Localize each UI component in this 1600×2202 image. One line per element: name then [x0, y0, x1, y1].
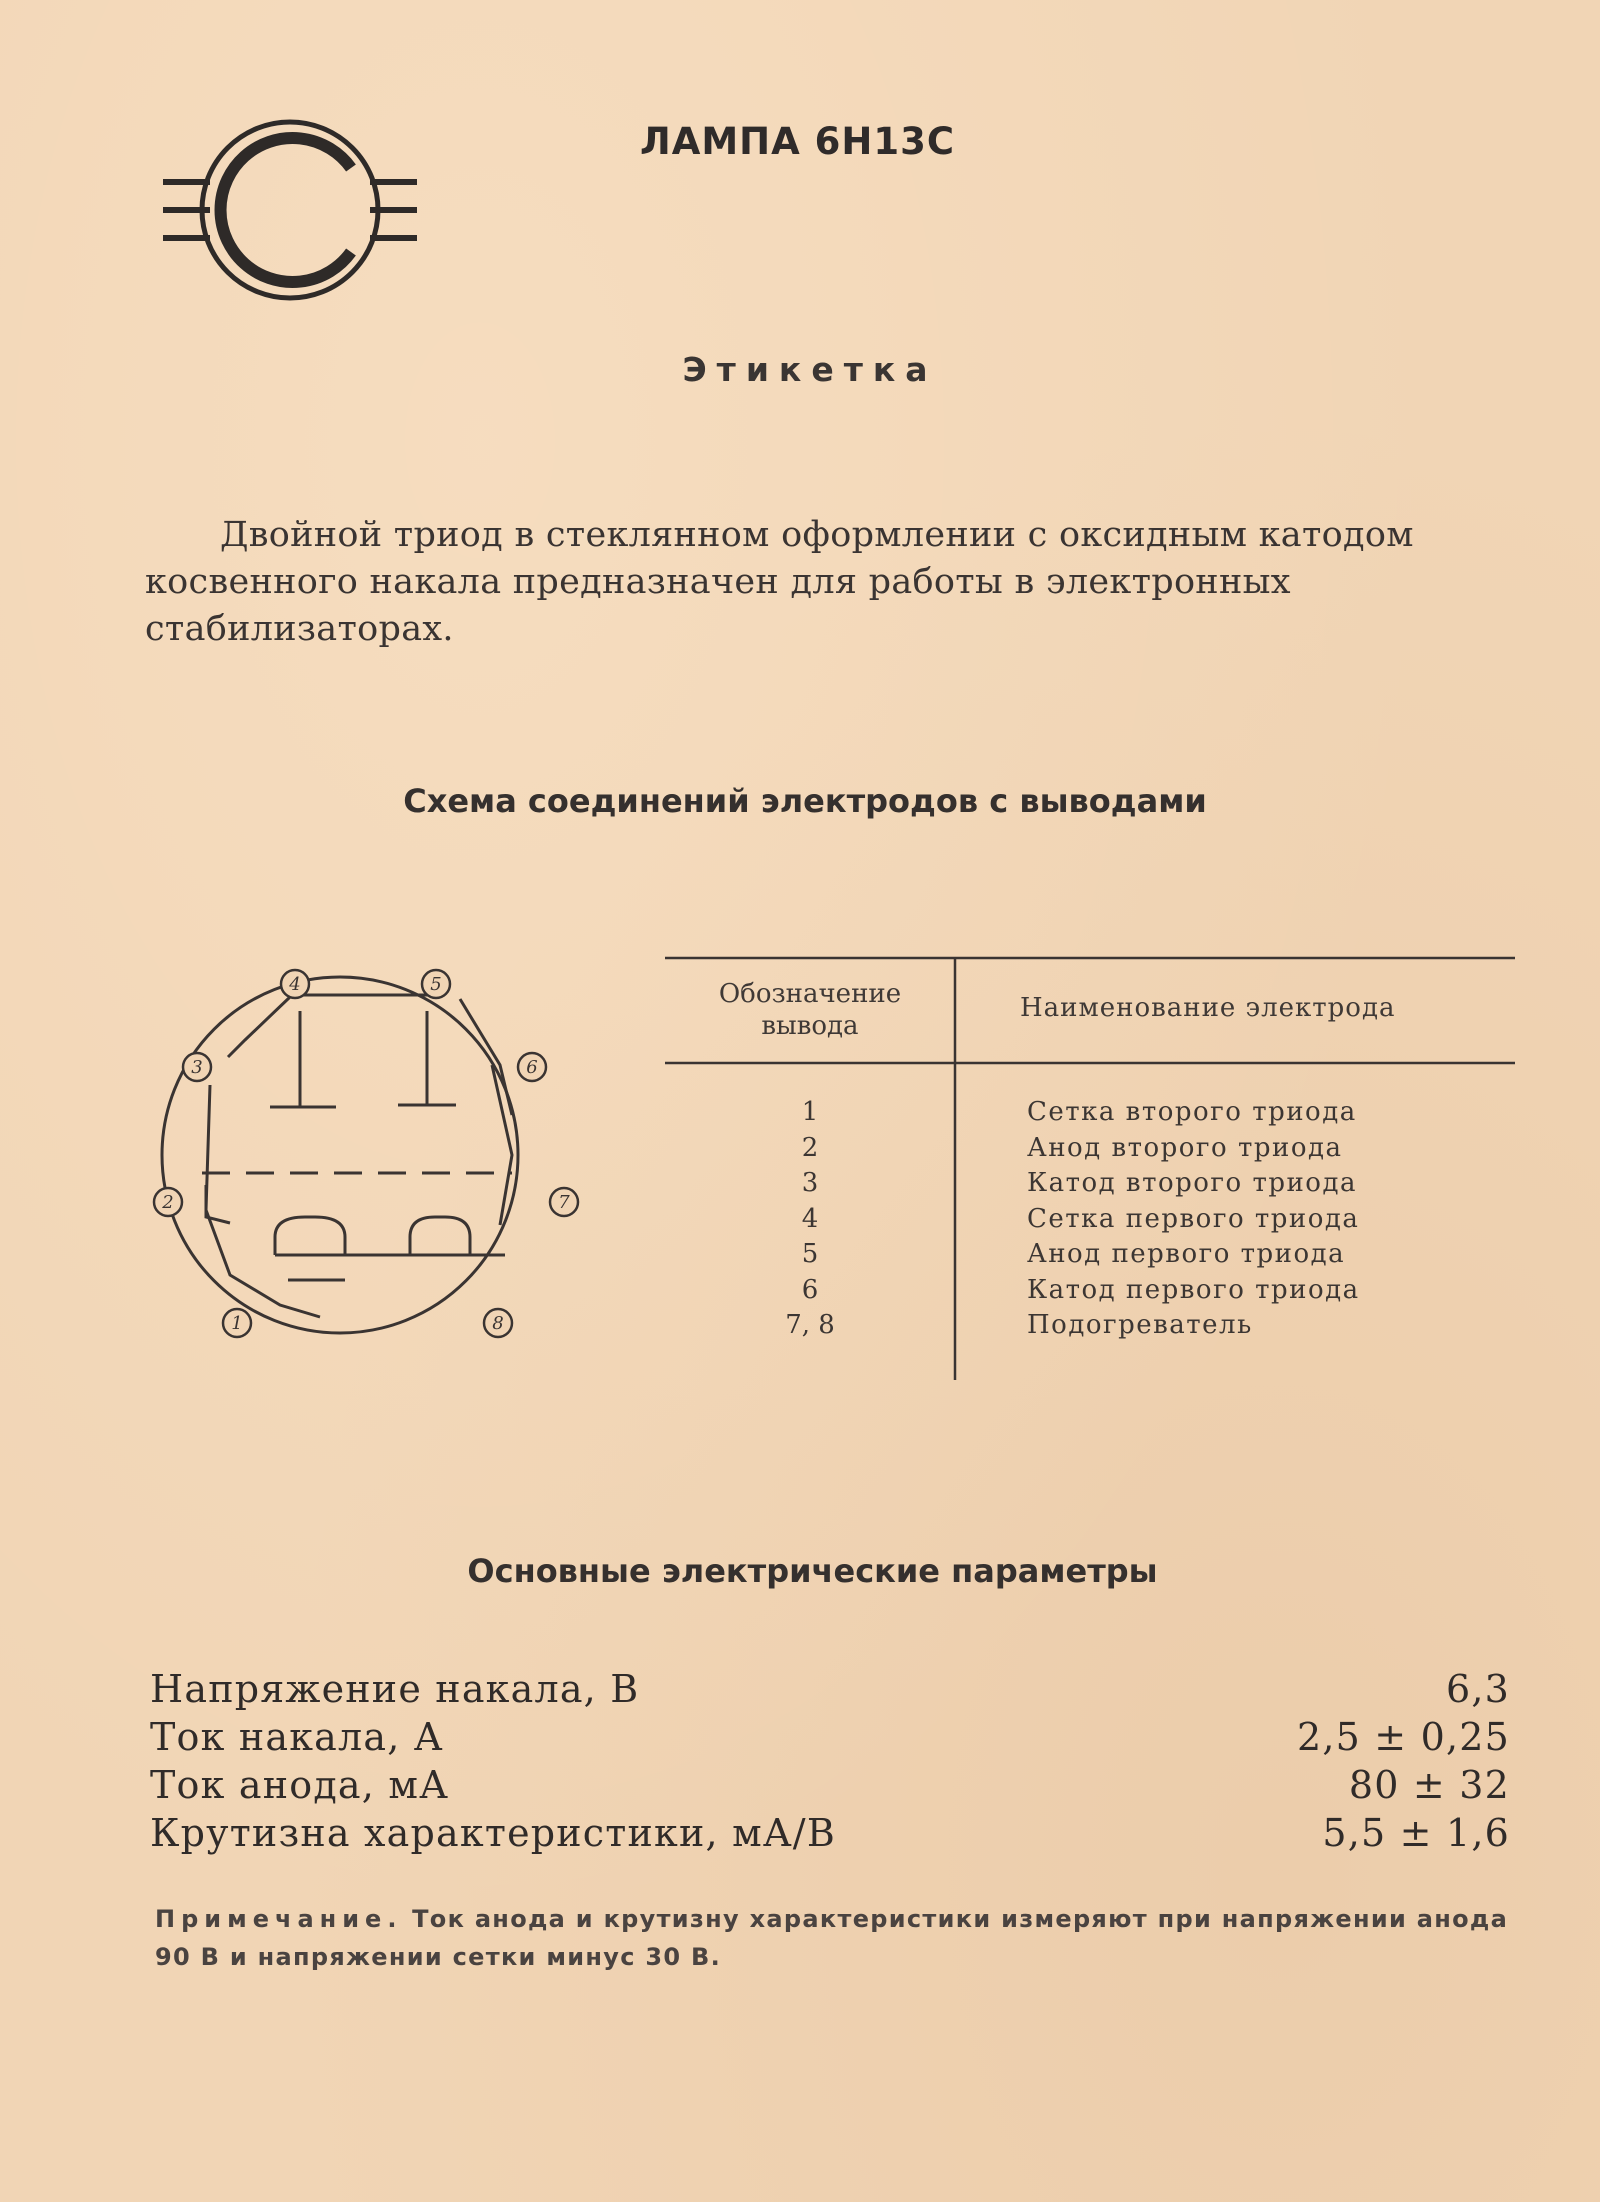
footnote	[155, 1900, 1510, 1976]
footnote-lead: Примечание.	[155, 1905, 403, 1933]
table-cell-pin: 6	[801, 1274, 819, 1305]
table-cell-pin: 7, 8	[785, 1310, 835, 1340]
param-row	[150, 1713, 1510, 1761]
param-value: 6,3	[1445, 1667, 1510, 1711]
diagram-pin-2: 2	[162, 1192, 174, 1213]
param-label: Напряжение накала, В	[150, 1667, 640, 1711]
param-row	[150, 1761, 1510, 1809]
diagram-pin-6: 6	[526, 1057, 538, 1078]
param-value: 5,5 ± 1,6	[1322, 1811, 1510, 1855]
table-cell-electrode: Катод второго триода	[1027, 1168, 1357, 1198]
table-cell-electrode: Подогреватель	[1027, 1310, 1253, 1340]
params-title: Основные электрические параметры	[467, 1552, 1158, 1590]
table-header-electrode: Наименование электрода	[1020, 993, 1396, 1023]
table-cell-pin: 3	[801, 1168, 819, 1198]
description-paragraph: Двойной триод в стеклянном оформлении с оксидным катодом косвенного накала предназначен для работы в электронных стабилизаторах.	[145, 515, 1414, 649]
footnote-text: Ток анода и крутизну характеристики измеряют при напряжении анода 90 В и напряжении сетки минус 30 В.	[155, 1905, 1509, 1971]
table-cell-pin: 4	[801, 1203, 819, 1234]
param-row	[150, 1809, 1510, 1857]
param-row	[150, 1665, 1510, 1713]
param-label: Ток анода, мА	[150, 1763, 450, 1807]
table-cell-pin: 1	[801, 1097, 819, 1127]
param-value: 2,5 ± 0,25	[1296, 1715, 1510, 1759]
param-value: 80 ± 32	[1348, 1763, 1510, 1807]
electrode-name-column	[1027, 1095, 1360, 1344]
pin-number-column	[740, 1095, 880, 1344]
diagram-pin-labels	[161, 974, 570, 1334]
schema-title: Схема соединений электродов с выводами	[403, 782, 1207, 820]
diagram-pin-5: 5	[430, 974, 442, 995]
param-label: Крутизна характеристики, мА/В	[150, 1811, 836, 1855]
table-cell-electrode: Катод первого триода	[1027, 1274, 1360, 1305]
lamp-title: ЛАМПА 6Н13С	[640, 120, 956, 163]
diagram-pin-3: 3	[191, 1057, 203, 1078]
table-header-pin-line1: Обозначение	[718, 979, 902, 1009]
diagram-pin-4: 4	[289, 974, 301, 995]
table-cell-electrode: Сетка первого триода	[1027, 1203, 1360, 1234]
diagram-pin-1: 1	[231, 1313, 243, 1334]
params-list	[150, 1665, 1510, 1857]
table-cell-pin: 2	[801, 1132, 819, 1163]
diagram-pin-8: 8	[492, 1313, 504, 1334]
param-label: Ток накала, А	[150, 1715, 444, 1759]
table-header-pin-line2: вывода	[761, 1011, 859, 1041]
table-cell-electrode: Анод второго триода	[1027, 1132, 1343, 1163]
diagram-pin-7: 7	[558, 1192, 570, 1213]
table-header-pin	[690, 978, 930, 1042]
table-cell-pin: 5	[801, 1239, 819, 1269]
tube-manufacturer-logo-icon	[155, 110, 425, 310]
table-cell-electrode: Сетка второго триода	[1027, 1097, 1357, 1127]
pin-connection-diagram	[140, 955, 570, 1355]
table-cell-electrode: Анод первого триода	[1027, 1239, 1346, 1269]
label-title: Этикетка	[682, 350, 938, 389]
